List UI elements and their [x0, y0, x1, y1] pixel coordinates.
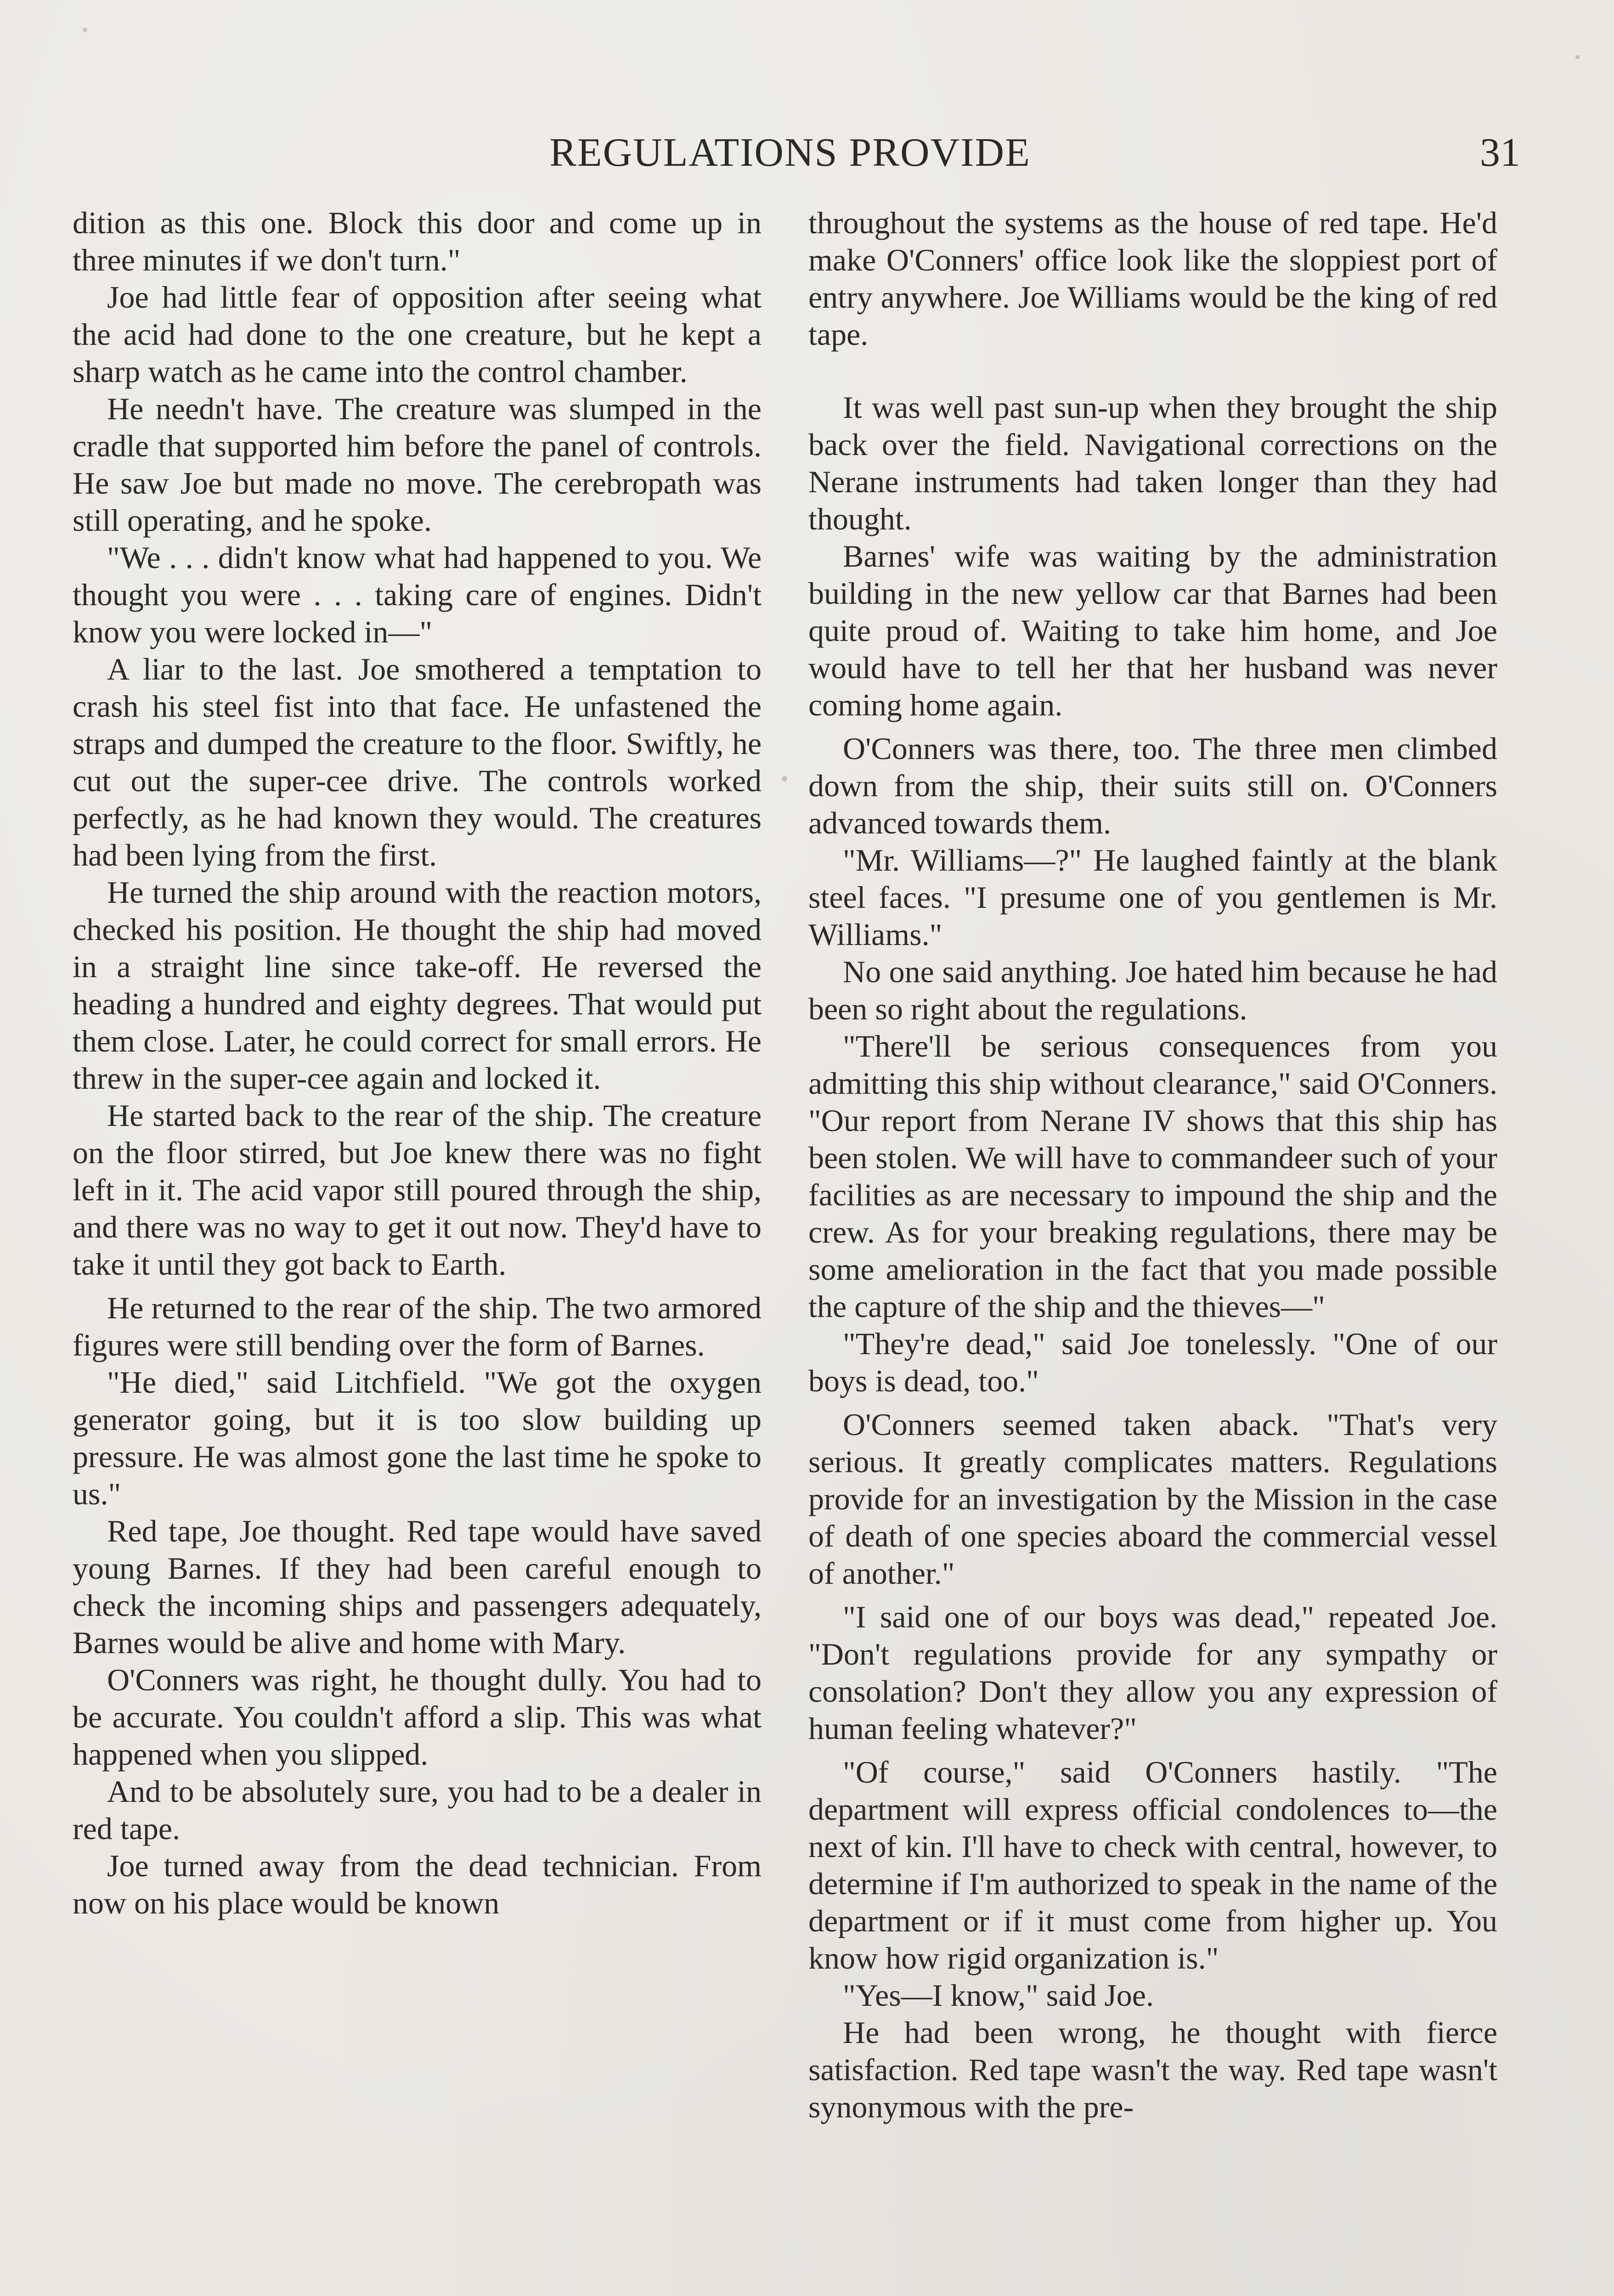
paragraph: O'Conners was there, too. The three men climbed down from the ship, their suits still on. O'Conners advanced towards them.: [808, 731, 1497, 840]
paragraph: No one said anything. Joe hated him because he had been so right about the regulations.: [808, 954, 1497, 1026]
paragraph: Joe turned away from the dead technician. From now on his place would be known: [73, 1848, 762, 1920]
print-speck: [782, 776, 787, 782]
left-text-column: [73, 204, 762, 1922]
paragraph: "He died," said Litchfield. "We got the oxygen generator going, but it is too slow building up pressure. He was almost gone the last time he spoke to us.": [73, 1365, 762, 1511]
paragraph: Barnes' wife was waiting by the administration building in the new yellow car that Barnes had been quite proud of. Waiting to take him home, and Joe would have to tell her that her husband was never coming home again.: [808, 539, 1497, 722]
paragraph: He needn't have. The creature was slumped in the cradle that supported him before the panel of controls. He saw Joe but made no move. The cerebropath was still operating, and he spoke.: [73, 391, 762, 538]
page-number: 31: [1480, 130, 1520, 175]
print-speck: [83, 28, 87, 32]
paragraph: He had been wrong, he thought with fierce satisfaction. Red tape wasn't the way. Red tape wasn't synonymous with the pre-: [808, 2015, 1497, 2124]
paragraph: "We . . . didn't know what had happened to you. We thought you were . . . taking care of engines. Didn't know you were locked in—": [73, 540, 762, 649]
paragraph: "I said one of our boys was dead," repeated Joe. "Don't regulations provide for any sympathy or consolation? Don't they allow you any expression of human feeling whatever?": [808, 1599, 1497, 1746]
paragraph: "Yes—I know," said Joe.: [843, 1978, 1154, 2013]
paragraph: dition as this one. Block this door and come up in three minutes if we don't turn.": [73, 205, 762, 277]
paragraph: "There'll be serious consequences from you admitting this ship without clearance," said O'Conners. "Our report from Nerane IV shows that this ship has been stolen. We will have to commandeer such of your facilities as are necessary to impound the ship and the crew. As for your breaking regulations, there may be some amelioration in the fact that you made possible the capture of the ship and the thieves—": [808, 1029, 1497, 1324]
running-head-title: REGULATIONS PROVIDE: [549, 130, 1031, 175]
paragraph: A liar to the last. Joe smothered a temptation to crash his steel fist into that face. He unfastened the straps and dumped the creature to the floor. Swiftly, he cut out the super-cee drive. The controls worked perfectly, as he had known they would. The creatures had been lying from the first.: [73, 652, 762, 872]
paragraph: "They're dead," said Joe tonelessly. "One of our boys is dead, too.": [808, 1326, 1497, 1398]
paragraph: He returned to the rear of the ship. The two armored figures were still bending over the form of Barnes.: [73, 1290, 762, 1362]
right-text-column: [808, 204, 1497, 2126]
paragraph: It was well past sun-up when they brought the ship back over the field. Navigational corrections on the Nerane instruments had taken longer than they had thought.: [808, 390, 1497, 536]
print-speck: [1575, 55, 1580, 59]
paragraph: throughout the systems as the house of red tape. He'd make O'Conners' office look like the sloppiest port of entry anywhere. Joe Williams would be the king of red tape.: [808, 205, 1497, 352]
paragraph: O'Conners was right, he thought dully. You had to be accurate. You couldn't afford a slip. This was what happened when you slipped.: [73, 1662, 762, 1772]
paragraph: Red tape, Joe thought. Red tape would have saved young Barnes. If they had been careful enough to check the incoming ships and passengers adequately, Barnes would be alive and home with Mary.: [73, 1514, 762, 1660]
paragraph: "Mr. Williams—?" He laughed faintly at the blank steel faces. "I presume one of you gentlemen is Mr. Williams.": [808, 843, 1497, 952]
paragraph: Joe had little fear of opposition after seeing what the acid had done to the one creature, but he kept a sharp watch as he came into the control chamber.: [73, 280, 762, 389]
paragraph: "Of course," said O'Conners hastily. "The department will express official condolences to—the next of kin. I'll have to check with central, however, to determine if I'm authorized to speak in the name of the department or if it must come from higher up. You know how rigid organization is.": [808, 1755, 1497, 1975]
paragraph: He started back to the rear of the ship. The creature on the floor stirred, but Joe knew there was no fight left in it. The acid vapor still poured through the ship, and there was no way to get it out now. They'd have to take it until they got back to Earth.: [73, 1098, 762, 1282]
paragraph: He turned the ship around with the reaction motors, checked his position. He thought the ship had moved in a straight line since take-off. He reversed the heading a hundred and eighty degrees. That would put them close. Later, he could correct for small errors. He threw in the super-cee again and locked it.: [73, 875, 762, 1096]
paragraph: And to be absolutely sure, you had to be a dealer in red tape.: [73, 1774, 762, 1846]
paragraph: O'Conners seemed taken aback. "That's very serious. It greatly complicates matters. Regulations provide for an investigation by the Mission in the case of death of one species aboard the commercial vessel of another.": [808, 1407, 1497, 1591]
